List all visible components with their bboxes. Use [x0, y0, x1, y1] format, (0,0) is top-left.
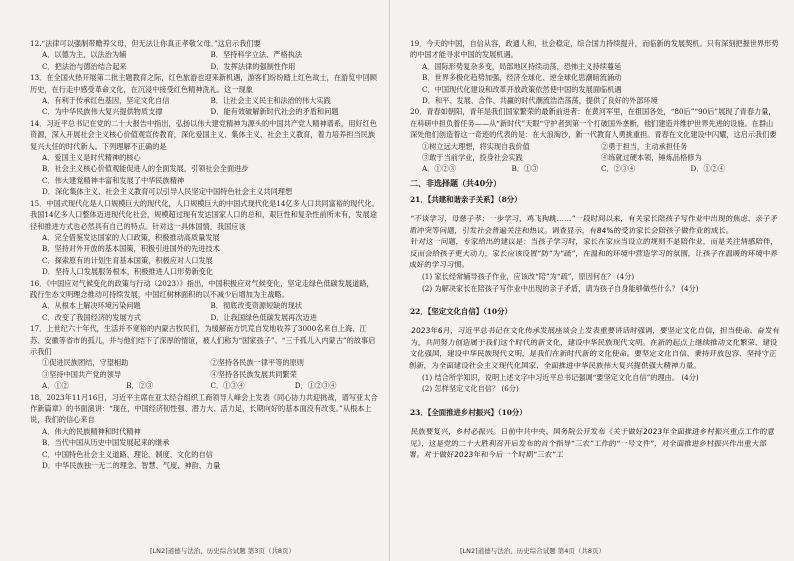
q12-option-d: D．发挥法律的强制性作用 — [210, 61, 296, 71]
question-23-header: 23．【全面推进乡村振兴】（10分） — [410, 407, 527, 417]
question-21-body: “不谈学习，母慈子孝；一步学习，鸡飞狗跳……”一段时间以来，有关家长陪孩子写作业中出现的焦虑、亲子矛盾冲突等问题，引发社会普遍关注和热议。调查显示，有84%的受访家长会陪孩子做作业的成长。 — [409, 214, 779, 235]
q20-item-3: ③敢于当前学业，投身社会实践 — [422, 153, 523, 163]
q13-option-b: B．让社会主义民主和法治的伟大实践 — [210, 96, 331, 106]
q12-option-b: B．坚持科学立法、严格执法 — [210, 50, 303, 60]
q15-option-d: D．坚持人口发展服务根本，积极推进人口形势新变化 — [42, 267, 214, 277]
q20-items-row1 — [422, 141, 780, 152]
q15-option-b: B．坚持对外开放的基本国策，积极引进国外的先进技术 — [42, 244, 220, 254]
q16-option-d: D．让我国绿色低碳发展再次迈进 — [210, 312, 317, 322]
q22-subquestion-2 — [422, 383, 780, 394]
answer-space-21 — [410, 294, 780, 302]
question-13: 13．在全国火热开展第二批主题教育之际，红色旅游也迎来新机遇，游客们纷纷踏上红色故土，在游览中回顾历史，在行走中感受革命文化，在沉浸中接受红色精神洗礼。这一现象 — [30, 73, 377, 94]
question-16: 16．《中国应对气候变化的政策与行动（2023）》指出，中国积极应对气候变化，坚定走绿色低碳发展道路，践行生态文明理念推动可持续发展，中国红树林面积的以不减少后增加为主战略。 — [30, 278, 374, 299]
q17-item-2: ②坚持各民族一律平等的原则 — [210, 358, 304, 368]
q20-option-b: B．①③ — [511, 164, 539, 174]
question-20: 20．青春如朝阳，青年是我们国家繁荣的最新前进者：在黄河军里，在祖国各处，“80后”“90后”展现了青春力量，在科研中担负着任务——从“新时代”天眼“守护者到第一个打破国外垄断，他们建造并维护世界先进的设施。在群山深处他们创造着这一奇迹的代表的是：在大浪淘沙，新一代教育人勇挑重担。青春在文化建设中闪耀，这启示我们要 — [410, 107, 777, 140]
q16-option-a: A．从根本上解决环境污染问题 — [42, 301, 141, 311]
q19-option-b: B．世界多极化趋势加强，经济全球化、逆全球化思潮暗流涌动 — [422, 73, 622, 83]
question-23-body: 民族要复兴，乡村必振兴。日前中共中央、国务院公开发布《关于做好2023年全面推进乡村振兴重点工作的意见》，这是党的二十大胜利召开后发布的首个指导“三农”工作的“一号文件”，对全面推进乡村振兴作出重大部署。对于做好2023年和今后一个时期“三农”工 — [408, 427, 775, 460]
q21-subquestion-1 — [422, 271, 780, 282]
question-21-body-2: 针对这一问题，专家给出的建议是：当孩子学习时，家长在家应当设立的规则不是陪作业，而是关注情感陪伴，反而会给孩子更大动力，家长应该设置“防”为“疏”，在温和的环境中营造学习的氛围，让孩子在温暖的环境中养成好的学习习惯。 — [408, 237, 779, 270]
q16-option-c: C．改变了我国经济的发展方式 — [42, 312, 141, 322]
q12-options-row1 — [42, 49, 379, 60]
q17-options-row — [42, 380, 379, 391]
q17-item-4: ④坚持各民族发展共同繁荣 — [210, 369, 297, 379]
q14-option-a: A．爱国主义是时代精神的核心 — [42, 153, 141, 163]
q19-option-c: C．中国现代化建设和改革开放政策依然使中国的发展面临机遇 — [422, 84, 622, 94]
left-page — [0, 0, 390, 561]
question-19: 19．今天的中国，自信从容，政通人和，社会稳定，综合国力持续提升，而临新的发展契机。只有深刻把握世界形势的中国才能寻求中国的发展机遇。 — [410, 39, 779, 60]
q12-option-c: C．把法治与德治结合起来 — [42, 61, 127, 71]
q17-option-b: B．②③ — [126, 381, 154, 391]
answer-space-22 — [410, 395, 780, 403]
q17-option-a: A．①② — [42, 381, 69, 391]
q22-sub1-text: (1) 结合所学知识，说明上述文字中习近平总书记强调“要坚定文化自信”的理由。 — [422, 372, 680, 382]
q20-option-c: C．②③④ — [601, 164, 636, 174]
q19-option-a: A．国际形势复杂多变，局部地区持续动荡，恐怖主义持续蔓延 — [422, 61, 622, 71]
q14-option-c: C．伟大建党精神丰富和发展了中华民族精神 — [42, 175, 185, 185]
q16-option-b: B．彻底改变资源短缺的现状 — [210, 301, 303, 311]
question-18: 18．2023年11月16日，习近平主席在亚太经合组织工商领导人峰会上发表《同心协力共迎挑战，谱写亚太合作新篇章》的书面演讲：“现在，中国经济韧性强、潜力大、活力足，长期向好的基本面没有改变。”从根本上说，我们的信心来自 — [30, 392, 378, 425]
q21-sub2-score: (4分) — [681, 283, 699, 293]
q13-option-d: D．能有效破解新时代社会的矛盾和问题 — [210, 107, 339, 117]
q21-sub1-text: (1) 家长经常辅导孩子作业，应该改“陪”为“疏”，原因何在？ — [422, 272, 615, 282]
q21-sub1-score: (4分) — [616, 272, 635, 282]
question-14: 14．习近平总书记在党的二十大报告中指出，弘扬以伟大建党精神为源头的中国共产党人精神谱系，用好红色资源，深入开展社会主义核心价值观宣传教育，深化爱国主义、集体主义、社会主义教育，着力培养担当民族复兴大任的时代新人。下列理解不正确的是 — [30, 118, 377, 151]
q13-option-a: A．有利于传承红色基因，坚定文化自信 — [42, 96, 170, 106]
q18-option-b: B．当代中国从历史中国发展起来的继承 — [42, 438, 170, 448]
q20-item-2: ②勇于担当，主动承担任务 — [601, 141, 688, 151]
q17-option-c: C．①③④ — [210, 381, 245, 391]
q14-option-d: D．深化集体主义、社会主义教育可以引导人民坚定中国特色社会主义共同理想 — [42, 187, 293, 197]
q17-option-d: D．①②③④ — [294, 381, 337, 391]
question-15: 15．中国式现代化是人口规模巨大的现代化，人口规模巨大的中国式现代化是14亿多人口共同富裕的现代化。我国14亿多人口整体迈进现代化社会，规模超过现有发达国家人口的总和，艰巨性和复杂性前所未有，发展途径和推进方式也必然具有自己的特点。针对这一具体国情，我国应该 — [30, 198, 379, 231]
right-page — [398, 0, 794, 561]
question-22-header: 22．【坚定文化自信】（10分） — [410, 307, 512, 317]
q15-option-a: A．完全借鉴发达国家的人口政策，积极推动高质量发展 — [42, 232, 220, 242]
q20-items-row2 — [422, 152, 780, 163]
q20-options-row — [422, 163, 780, 174]
q17-item-3: ③坚持中国共产党的领导 — [42, 369, 122, 379]
footer-left: [LN2]道德与法治、历史综合试题 第3页（共8页） — [150, 547, 296, 555]
q18-option-c: C．中国特色社会主义道路、理论、制度、文化的自信 — [42, 449, 213, 459]
q20-option-d: D．①②④ — [690, 164, 726, 174]
q21-subquestion-2 — [422, 283, 780, 294]
q13-options-row1 — [42, 95, 379, 106]
q12-options-row2 — [42, 61, 379, 72]
q22-sub2-text: (2) 怎样坚定文化自信？ — [422, 384, 500, 394]
q16-options-row2 — [42, 312, 379, 323]
q22-sub1-score: (4分) — [681, 372, 699, 382]
q15-option-c: C．探索原有的计划生育基本国策，积极应对人口发展 — [42, 255, 213, 265]
q17-items-row2 — [42, 369, 379, 380]
question-17: 17．上世纪六十年代，生活并不宽裕的内蒙古牧民们，为缓解南方饥荒自发地收养了3000名来自上海、江苏、安徽等省市的孤儿，并与他们结下了深厚的情谊，被人们称为“国家孩子”。“三千孤儿入内蒙古”的故事启示我们 — [30, 324, 376, 356]
q18-option-d: D．中华民族独一无二的理念、智慧、气度、神韵、力量 — [42, 461, 221, 471]
footer-right: [LN2]道德与法治、历史综合试题 第4页（共8页） — [460, 547, 606, 555]
q20-item-4: ④练就过硬本领，锤炼品格修为 — [601, 153, 702, 163]
question-21-header: 21．【共建和谐亲子关系】（8分） — [410, 194, 522, 204]
q14-option-b: B．社会主义核心价值观能促进人的全面发展，引领社会全面进步 — [42, 164, 249, 174]
q21-sub2-text: (2) 为解决家长在陪孩子写作业中出现的亲子矛盾，请为孩子自身能够做些什么？ — [422, 283, 679, 293]
q19-option-d: D．和平、发展、合作、共赢的时代潮流浩浩荡荡，提供了良好的外部环境 — [422, 96, 658, 106]
q13-option-c: C．为中华民族伟大复兴提供物质支撑 — [42, 107, 163, 117]
q17-item-1: ①促进民族团结，守望相助 — [42, 358, 129, 368]
q12-option-a: A．以德为主，以法治为辅 — [42, 50, 127, 60]
question-12: 12.“法律可以强制带赡养父母，但无法让你真正孝敬父母。”这启示我们要 — [30, 39, 261, 48]
q20-item-1: ①树立远大理想，将实现自我价值 — [422, 141, 530, 151]
q13-options-row2 — [42, 106, 379, 117]
q20-option-a: A．①②③ — [422, 164, 456, 174]
q22-subquestion-1 — [422, 372, 780, 383]
section-2-title: 二、非选择题（共40分） — [410, 177, 502, 188]
q16-options-row1 — [42, 300, 379, 311]
q18-option-a: A．伟大的民族精神和时代精神 — [42, 426, 141, 436]
question-22-body: 2023年6月，习近平总书记在文化传承发展座谈会上发表重要讲话时强调，要坚定文化自信，担当使命、奋发有为，共同努力创造属于我们这个时代的新文化，建设中华民族现代文明。在新的起点上继续推动文化繁荣、建设文化强国，建设中华民族现代文明，是我们在新时代新的文化使命。要坚定文化自信、秉持开放包容、坚持守正创新，为全面建设社会主义现代化国家、全面推进中华民族伟大复兴提供强大精神力量。 — [408, 326, 781, 371]
q17-items-row1 — [42, 357, 379, 368]
q22-sub2-score: (6分) — [501, 384, 519, 394]
